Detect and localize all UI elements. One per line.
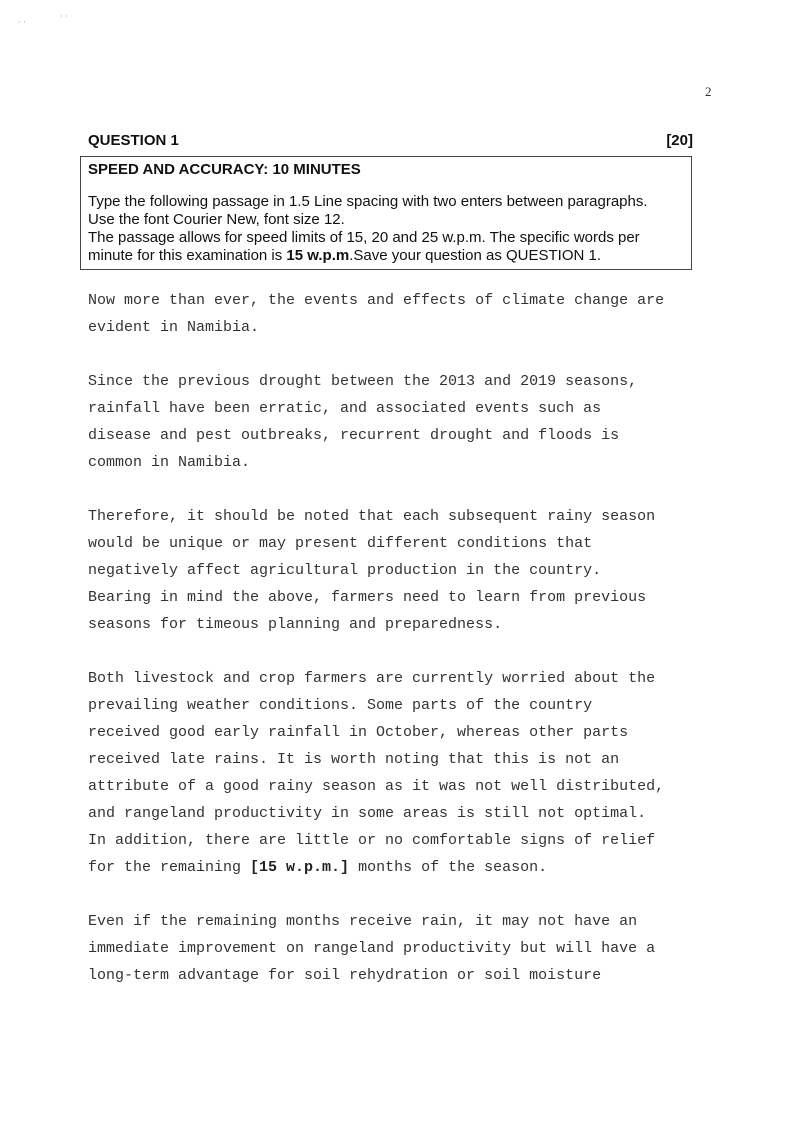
passage-line (88, 859, 547, 876)
scan-artifact: · · (18, 18, 26, 27)
passage-line: Now more than ever, the events and effects of climate change are (88, 292, 665, 309)
passage-line: disease and pest outbreaks, recurrent drought and floods is (88, 427, 620, 444)
paragraph (88, 665, 728, 881)
instruction-line: Type the following passage in 1.5 Line spacing with two enters between paragraphs. (88, 193, 648, 210)
passage-line: Bearing in mind the above, farmers need to learn from previous (88, 589, 647, 606)
passage-text: months of the season. (349, 859, 548, 876)
passage-line: Therefore, it should be noted that each subsequent rainy season (88, 508, 656, 525)
instruction-text: minute for this examination is (88, 247, 287, 264)
passage-line: received late rains. It is worth noting that this is not an (88, 751, 620, 768)
passage-line: immediate improvement on rangeland productivity but will have a (88, 940, 656, 957)
passage-line: prevailing weather conditions. Some parts of the country (88, 697, 593, 714)
passage-line: In addition, there are little or no comfortable signs of relief (88, 832, 656, 849)
paragraph (88, 503, 728, 638)
speed-requirement: 15 w.p.m (286, 247, 350, 264)
passage-line: Since the previous drought between the 2013 and 2019 seasons, (88, 373, 638, 390)
passage-line: Even if the remaining months receive rain, it may not have an (88, 913, 638, 930)
scan-artifact: · · (60, 12, 68, 21)
passage-line: Both livestock and crop farmers are currently worried about the (88, 670, 656, 687)
instruction-heading: SPEED AND ACCURACY: 10 MINUTES (88, 161, 361, 178)
instruction-line: Use the font Courier New, font size 12. (88, 211, 345, 228)
instruction-text: .Save your question as QUESTION 1. (349, 247, 602, 264)
passage-text: for the remaining (88, 859, 251, 876)
question-marks: [20] (666, 132, 693, 149)
passage-line: long-term advantage for soil rehydration or soil moisture (88, 967, 602, 984)
passage-line: received good early rainfall in October, whereas other parts (88, 724, 629, 741)
passage-line: seasons for timeous planning and preparedness. (88, 616, 503, 633)
instruction-box (80, 156, 692, 270)
passage-line: evident in Namibia. (88, 319, 260, 336)
speed-marker: [15 w.p.m.] (250, 859, 350, 876)
page-number: 2 (705, 84, 712, 99)
paragraph (88, 287, 728, 341)
paragraph (88, 908, 728, 989)
passage-line: rainfall have been erratic, and associated events such as (88, 400, 602, 417)
passage-line: negatively affect agricultural production in the country. (88, 562, 602, 579)
passage-line: common in Namibia. (88, 454, 251, 471)
question-header (88, 132, 693, 149)
typing-passage (88, 287, 728, 1016)
passage-line: would be unique or may present different conditions that (88, 535, 593, 552)
passage-line: and rangeland productivity in some areas is still not optimal. (88, 805, 647, 822)
instruction-line: The passage allows for speed limits of 15, 20 and 25 w.p.m. The specific words per (88, 229, 640, 246)
paragraph (88, 368, 728, 476)
instruction-line (88, 247, 684, 265)
passage-line: attribute of a good rainy season as it was not well distributed, (88, 778, 665, 795)
question-title: QUESTION 1 (88, 132, 179, 149)
